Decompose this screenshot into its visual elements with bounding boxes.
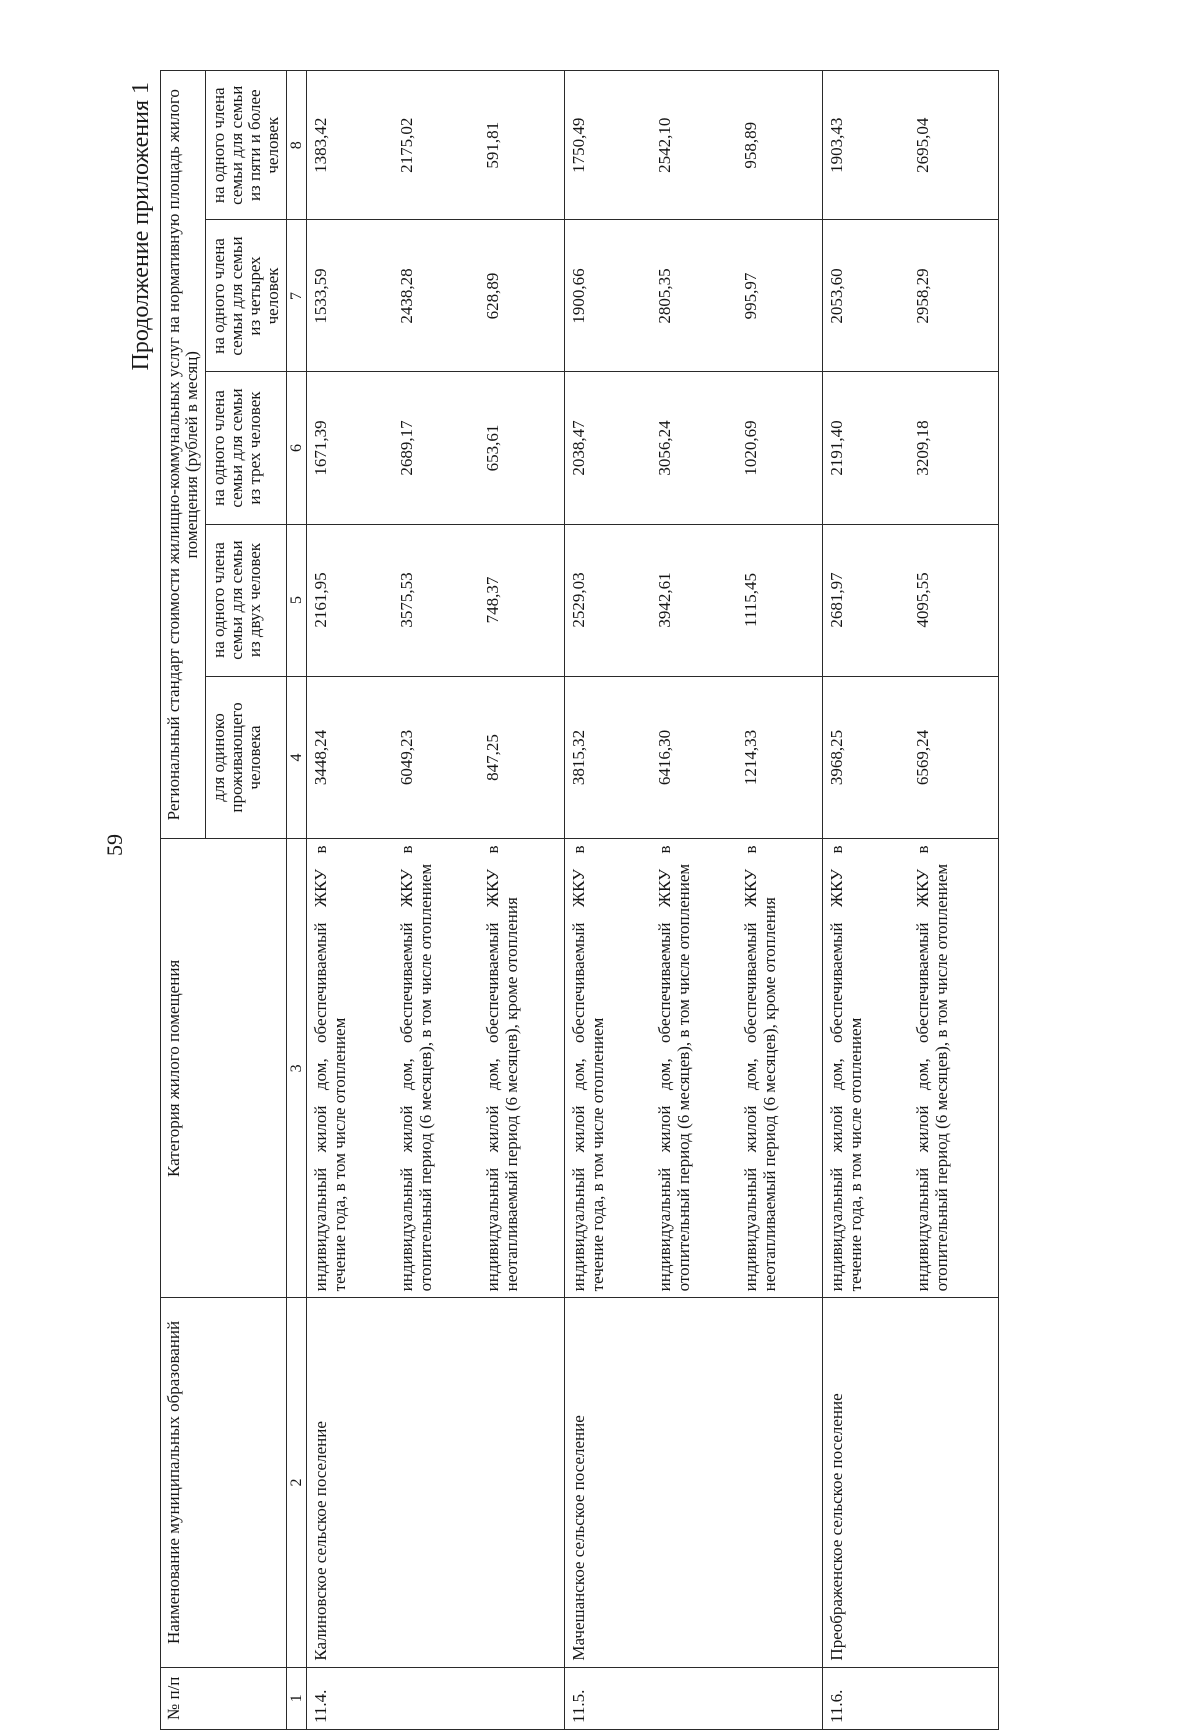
row-number: [651, 1667, 737, 1729]
municipality-name: [393, 1298, 479, 1667]
header-col1: № п/п: [161, 1667, 287, 1729]
value-two: 2529,03: [565, 524, 651, 676]
value-five-plus: 1383,42: [307, 71, 393, 220]
row-number: [737, 1667, 823, 1729]
header-col2: Наименование муниципальных образований: [161, 1298, 287, 1667]
housing-cost-table: [160, 70, 999, 1730]
value-single: 3448,24: [307, 676, 393, 839]
table-row: [651, 71, 737, 1730]
value-single: 3968,25: [823, 676, 909, 839]
page-number: 59: [102, 834, 127, 856]
header-col5: на одного члена семьи для семьи из двух человек: [206, 524, 287, 676]
header-col8: на одного члена семьи для семьи из пяти и более человек: [206, 71, 287, 220]
column-number: 6: [287, 372, 307, 524]
housing-category: индивидуальный жилой дом, обеспечиваемый ЖКУ в неотапливаемый период (6 месяцев), кроме отопления: [479, 839, 565, 1298]
table-row: [565, 71, 651, 1730]
header-col4: для одиноко проживающего человека: [206, 676, 287, 839]
value-two: 748,37: [479, 524, 565, 676]
value-three: 653,61: [479, 372, 565, 524]
column-number: 8: [287, 71, 307, 220]
value-single: 6416,30: [651, 676, 737, 839]
row-number: [479, 1667, 565, 1729]
municipality-name: Мачешанское сельское поселение: [565, 1298, 651, 1667]
table-row: [823, 71, 909, 1730]
value-two: 2681,97: [823, 524, 909, 676]
housing-category: индивидуальный жилой дом, обеспечиваемый ЖКУ в течение года, в том числе отоплением: [565, 839, 651, 1298]
value-five-plus: 958,89: [737, 71, 823, 220]
municipality-name: Преображенское сельское поселение: [823, 1298, 909, 1667]
column-number: 5: [287, 524, 307, 676]
value-five-plus: 591,81: [479, 71, 565, 220]
table-row: [307, 71, 393, 1730]
header-col6: на одного члена семьи для семьи из трех человек: [206, 372, 287, 524]
value-single: 847,25: [479, 676, 565, 839]
municipality-name: [651, 1298, 737, 1667]
value-four: 1533,59: [307, 220, 393, 372]
municipality-name: Калиновское сельское поселение: [307, 1298, 393, 1667]
value-three: 1020,69: [737, 372, 823, 524]
column-number: 3: [287, 839, 307, 1298]
value-three: 1671,39: [307, 372, 393, 524]
row-number: 11.4.: [307, 1667, 393, 1729]
housing-category: индивидуальный жилой дом, обеспечиваемый ЖКУ в течение года, в том числе отоплением: [823, 839, 909, 1298]
value-two: 3942,61: [651, 524, 737, 676]
housing-category: индивидуальный жилой дом, обеспечиваемый ЖКУ в отопительный период (6 месяцев), в том числе отоплением: [393, 839, 479, 1298]
municipality-name: [479, 1298, 565, 1667]
row-number: [909, 1667, 999, 1729]
value-five-plus: 1750,49: [565, 71, 651, 220]
value-two: 3575,53: [393, 524, 479, 676]
value-two: 1115,45: [737, 524, 823, 676]
value-three: 2038,47: [565, 372, 651, 524]
housing-category: индивидуальный жилой дом, обеспечиваемый ЖКУ в неотапливаемый период (6 месяцев), кроме отопления: [737, 839, 823, 1298]
value-four: 628,89: [479, 220, 565, 372]
value-four: 2053,60: [823, 220, 909, 372]
column-number: 7: [287, 220, 307, 372]
value-single: 3815,32: [565, 676, 651, 839]
header-col3: Категория жилого помещения: [161, 839, 287, 1298]
table-row: [909, 71, 999, 1730]
value-single: 1214,33: [737, 676, 823, 839]
value-four: 2805,35: [651, 220, 737, 372]
municipality-name: [909, 1298, 999, 1667]
housing-category: индивидуальный жилой дом, обеспечиваемый ЖКУ в отопительный период (6 месяцев), в том числе отоплением: [909, 839, 999, 1298]
value-two: 2161,95: [307, 524, 393, 676]
row-number: [393, 1667, 479, 1729]
column-number: 4: [287, 676, 307, 839]
housing-category: индивидуальный жилой дом, обеспечиваемый ЖКУ в отопительный период (6 месяцев), в том числе отоплением: [651, 839, 737, 1298]
column-number-row: [287, 71, 307, 1730]
value-four: 2958,29: [909, 220, 999, 372]
rotated-table-container: [160, 70, 1060, 1730]
table-row: [479, 71, 565, 1730]
header-group: Региональный стандарт стоимости жилищно-коммунальных услуг на нормативную площадь жилого помещения (рублей в месяц): [161, 71, 206, 839]
value-two: 4095,55: [909, 524, 999, 676]
value-single: 6049,23: [393, 676, 479, 839]
municipality-name: [737, 1298, 823, 1667]
row-number: 11.5.: [565, 1667, 651, 1729]
value-five-plus: 1903,43: [823, 71, 909, 220]
value-three: 3056,24: [651, 372, 737, 524]
value-five-plus: 2542,10: [651, 71, 737, 220]
row-number: 11.6.: [823, 1667, 909, 1729]
value-three: 3209,18: [909, 372, 999, 524]
value-three: 2191,40: [823, 372, 909, 524]
value-single: 6569,24: [909, 676, 999, 839]
column-number: 1: [287, 1667, 307, 1729]
housing-category: индивидуальный жилой дом, обеспечиваемый ЖКУ в течение года, в том числе отоплением: [307, 839, 393, 1298]
value-five-plus: 2695,04: [909, 71, 999, 220]
value-four: 1900,66: [565, 220, 651, 372]
value-five-plus: 2175,02: [393, 71, 479, 220]
column-number: 2: [287, 1298, 307, 1667]
table-row: [393, 71, 479, 1730]
appendix-title: Продолжение приложения 1: [128, 82, 154, 371]
table-row: [737, 71, 823, 1730]
header-col7: на одного члена семьи для семьи из четырех человек: [206, 220, 287, 372]
value-four: 2438,28: [393, 220, 479, 372]
value-four: 995,97: [737, 220, 823, 372]
value-three: 2689,17: [393, 372, 479, 524]
